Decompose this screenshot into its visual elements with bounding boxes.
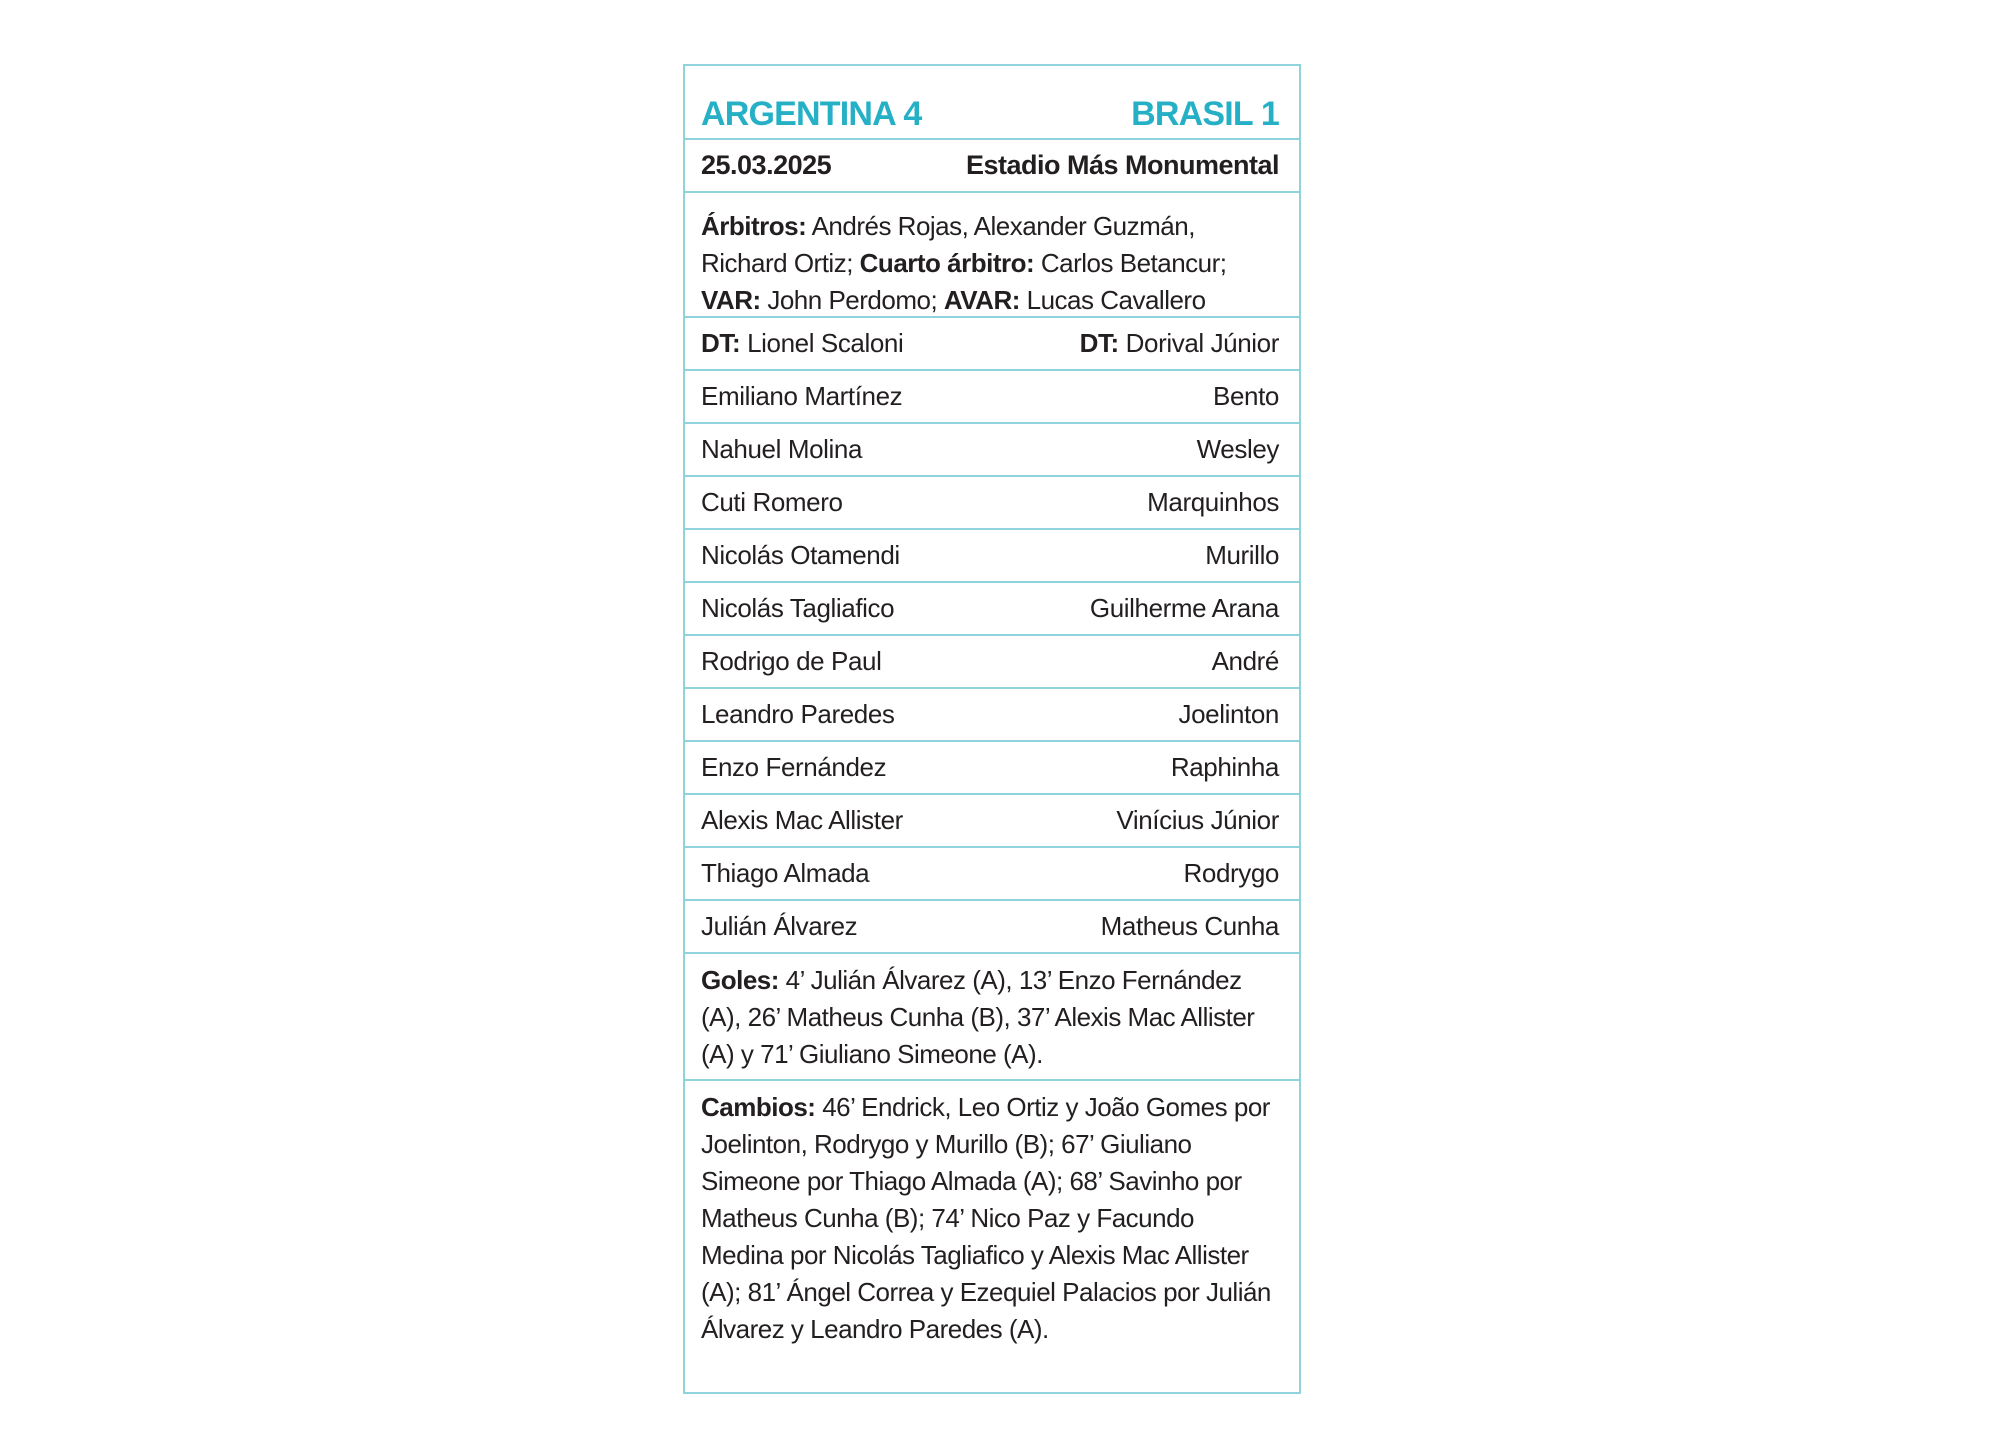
goals-label: Goles:: [701, 965, 779, 995]
away-coach-name: Dorival Júnior: [1118, 328, 1279, 358]
match-venue: Estadio Más Monumental: [965, 150, 1279, 180]
substitutions-text: 46’ Endrick, Leo Ortiz y João Gomes por Joelinton, Rodrygo y Murillo (B); 67’ Giuliano Simeone por Thiago Almada (A); 68’ Savinho por Matheus Cunha (B); 74’ Nico Paz y Facundo Medina por Nicolás Tagliafico y Alexis Mac Allister (A); 81’ Ángel Correa y Ezequiel Palacios por Julián Álvarez y Leandro Paredes (A).: [701, 1092, 1271, 1344]
lineup-row: [685, 530, 1299, 583]
away-coach: [1080, 328, 1279, 359]
var-label: VAR:: [701, 285, 761, 315]
home-player: Nahuel Molina: [701, 434, 863, 464]
home-score: 4: [903, 95, 922, 133]
match-info-row: [685, 140, 1299, 193]
lineup-row: [685, 477, 1299, 530]
home-player: Alexis Mac Allister: [701, 805, 903, 835]
home-player: Thiago Almada: [701, 858, 870, 888]
fourth-official-label: Cuarto árbitro:: [859, 248, 1035, 278]
home-coach-name: Lionel Scaloni: [740, 328, 904, 358]
lineup-row: [685, 583, 1299, 636]
home-team-name: ARGENTINA: [701, 95, 895, 133]
away-player: Vinícius Júnior: [1116, 805, 1279, 835]
home-player: Leandro Paredes: [701, 699, 895, 729]
officials-block: [685, 193, 1299, 318]
away-player: Marquinhos: [1147, 487, 1279, 517]
match-date: 25.03.2025: [701, 150, 832, 180]
away-player: Bento: [1213, 381, 1279, 411]
lineup-row: [685, 901, 1299, 954]
goals-block: [685, 954, 1299, 1081]
away-team-name: BRASIL: [1131, 95, 1253, 133]
var-name: John Perdomo;: [760, 285, 944, 315]
coaches-row: [685, 318, 1299, 371]
fourth-official-name: Carlos Betancur;: [1034, 248, 1227, 278]
away-player: Raphinha: [1170, 752, 1279, 782]
away-player: Matheus Cunha: [1100, 911, 1279, 941]
away-player: Joelinton: [1178, 699, 1279, 729]
away-player: Rodrygo: [1183, 858, 1279, 888]
home-player: Nicolás Tagliafico: [701, 593, 895, 623]
away-coach-label: DT:: [1079, 328, 1119, 358]
home-coach: [701, 328, 903, 359]
away-player: Murillo: [1205, 540, 1279, 570]
home-player: Enzo Fernández: [701, 752, 887, 782]
lineup-row: [685, 742, 1299, 795]
away-player: André: [1211, 646, 1279, 676]
away-team-score: [1131, 95, 1279, 134]
referees-names: Andrés Rojas, Alexander Guzmán, Richard Ortiz;: [701, 211, 1195, 278]
lineup-row: [685, 848, 1299, 901]
home-player: Rodrigo de Paul: [701, 646, 882, 676]
home-player: Emiliano Martínez: [701, 381, 903, 411]
away-player: Guilherme Arana: [1089, 593, 1279, 623]
home-coach-label: DT:: [701, 328, 741, 358]
away-score: 1: [1260, 95, 1279, 133]
substitutions-label: Cambios:: [701, 1092, 816, 1122]
lineup-row: [685, 689, 1299, 742]
lineup-row: [685, 636, 1299, 689]
lineup-row: [685, 424, 1299, 477]
lineup-row: [685, 795, 1299, 848]
referees-label: Árbitros:: [701, 211, 807, 241]
avar-label: AVAR:: [943, 285, 1020, 315]
home-player: Cuti Romero: [701, 487, 843, 517]
home-team-score: [701, 95, 921, 134]
home-player: Nicolás Otamendi: [701, 540, 900, 570]
away-player: Wesley: [1196, 434, 1279, 464]
lineup-row: [685, 371, 1299, 424]
match-summary-card: [683, 64, 1301, 1394]
score-header: [685, 66, 1299, 140]
substitutions-block: [685, 1081, 1299, 1394]
home-player: Julián Álvarez: [701, 911, 858, 941]
goals-text: 4’ Julián Álvarez (A), 13’ Enzo Fernández (A), 26’ Matheus Cunha (B), 37’ Alexis Mac Allister (A) y 71’ Giuliano Simeone (A).: [701, 965, 1255, 1069]
avar-name: Lucas Cavallero: [1019, 285, 1206, 315]
